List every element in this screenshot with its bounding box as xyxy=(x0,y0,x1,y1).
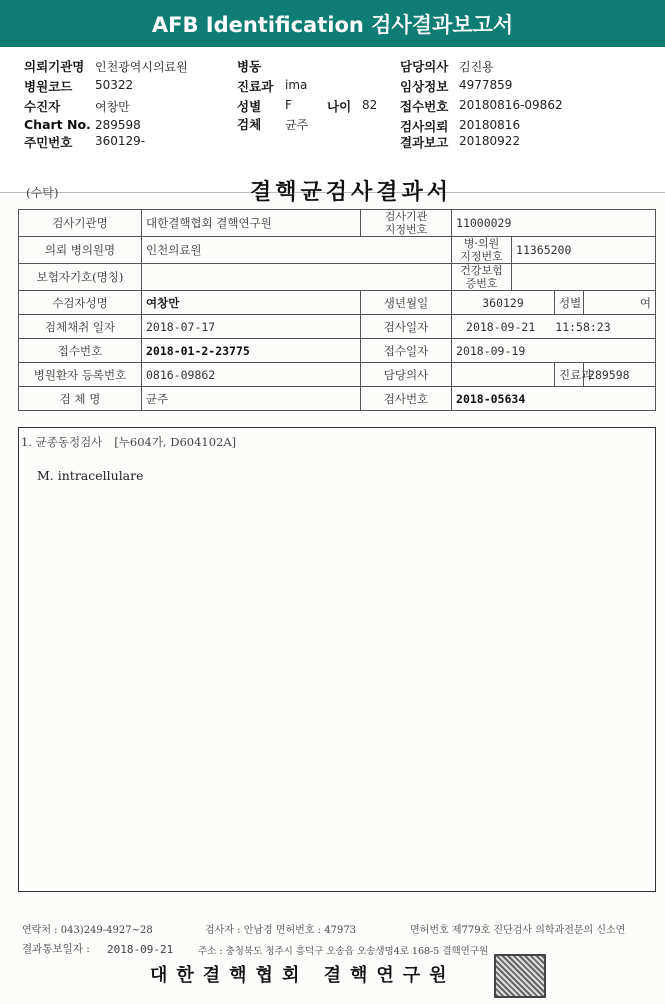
summary-label: 성별 xyxy=(237,99,262,114)
summary-label: Chart No. xyxy=(24,117,91,132)
summary-value: 82 xyxy=(362,98,378,112)
field-label: 담당의사 xyxy=(361,363,452,387)
summary-value: 50322 xyxy=(95,78,134,92)
summary-label: 진료과 xyxy=(237,79,274,94)
field-label: 검사기관명 xyxy=(19,210,142,237)
lab-id: 11000029 xyxy=(452,210,656,237)
summary-value: 289598 xyxy=(95,118,141,132)
summary-label: 병원코드 xyxy=(24,79,73,94)
field-label: 생년월일 xyxy=(361,291,452,315)
contact-info: 연락처 : 043)249-4927~28 xyxy=(22,925,153,936)
receipt-date: 2018-09-19 xyxy=(452,339,656,363)
report-date-value: 2018-09-21 xyxy=(107,943,174,956)
patient-reg-number: 0816-09862 xyxy=(142,363,361,387)
summary-label: 병동 xyxy=(237,59,262,74)
field-label: 검사기관 지정번호 xyxy=(361,210,452,237)
hospital-name: 인천의료원 xyxy=(142,237,452,264)
patient-summary xyxy=(0,48,665,193)
consignment-mark: (수탁) xyxy=(26,186,59,200)
field-label: 접수일자 xyxy=(361,339,452,363)
summary-value: F xyxy=(285,98,292,112)
organism-result: M. intracellulare xyxy=(37,468,144,483)
test-info-table xyxy=(18,209,656,411)
field-label: 의뢰 병의원명 xyxy=(19,237,142,264)
field-label: 진료과 xyxy=(555,363,584,387)
health-id xyxy=(512,264,656,291)
birth-date: 360129 xyxy=(452,291,555,315)
field-label: 병원환자 등록번호 xyxy=(19,363,142,387)
summary-value: 360129- xyxy=(95,134,146,148)
report-date-label: 결과통보일자 : xyxy=(22,943,90,955)
field-label: 검체채취 일자 xyxy=(19,315,142,339)
summary-value: 균주 xyxy=(285,118,309,132)
receipt-number: 2018-01-2-23775 xyxy=(142,339,361,363)
lab-name: 대한결핵협회 결핵연구원 xyxy=(142,210,361,237)
address: 주소 : 충청북도 청주시 흥덕구 오송읍 오송생명4로 168-5 결핵연구원 xyxy=(198,946,489,957)
collect-date: 2018-07-17 xyxy=(142,315,361,339)
hospital-id: 11365200 xyxy=(512,237,656,264)
field-label: 건강보험 증번호 xyxy=(452,264,512,291)
summary-value: 20180816-09862 xyxy=(459,98,563,112)
summary-label: 나이 xyxy=(327,99,352,114)
official-seal xyxy=(494,954,546,998)
insurer-value xyxy=(142,264,452,291)
field-label: 접수번호 xyxy=(19,339,142,363)
test-date: 2018-09-21 xyxy=(466,319,536,334)
doctor-value xyxy=(452,363,555,387)
test-name: 1. 균종동정검사 xyxy=(21,435,103,449)
dept-value: 289598 xyxy=(584,363,656,387)
test-datetime xyxy=(452,315,656,339)
summary-label: 담당의사 xyxy=(400,59,449,74)
tester-info: 검사자 : 안남경 면허번호 : 47973 xyxy=(205,925,357,936)
summary-value: 여창만 xyxy=(95,100,130,114)
scanned-report xyxy=(0,179,665,1004)
results-section xyxy=(18,427,656,892)
field-label: 병·의원 지정번호 xyxy=(452,237,512,264)
specimen-value: 균주 xyxy=(142,387,361,411)
summary-label: 접수번호 xyxy=(400,99,449,114)
summary-label: 주민번호 xyxy=(24,135,73,150)
test-number: 2018-05634 xyxy=(452,387,656,411)
summary-label: 임상정보 xyxy=(400,79,449,94)
license-info: 면허번호 제779호 진단검사 의학과전문의 신소연 xyxy=(410,925,626,936)
summary-value: 20180922 xyxy=(459,134,521,148)
organization-name: 대한결핵협회 결핵연구원 xyxy=(150,965,456,986)
report-title: AFB Identification 검사결과보고서 xyxy=(0,0,665,47)
sex-value: 여 xyxy=(584,291,656,315)
patient-name: 여창만 xyxy=(142,291,361,315)
field-label: 검사일자 xyxy=(361,315,452,339)
summary-label: 검사의뢰 xyxy=(400,119,449,134)
field-label: 보험자기호(명칭) xyxy=(19,264,142,291)
summary-value: 인천광역시의료원 xyxy=(95,60,188,74)
field-label: 성별 xyxy=(555,291,584,315)
summary-label: 검체 xyxy=(237,117,262,132)
summary-value: 20180816 xyxy=(459,118,521,132)
field-label: 검사번호 xyxy=(361,387,452,411)
summary-label: 의뢰기관명 xyxy=(24,59,85,74)
summary-label: 결과보고 xyxy=(400,135,449,150)
summary-value: 김진용 xyxy=(459,60,494,74)
document-title: 결핵균검사결과서 xyxy=(250,179,453,205)
field-label: 수검자성명 xyxy=(19,291,142,315)
test-item xyxy=(21,434,236,450)
test-time: 11:58:23 xyxy=(555,319,611,334)
test-code: [누604가, D604102A] xyxy=(114,435,237,449)
summary-value: 4977859 xyxy=(459,78,513,92)
summary-value: ima xyxy=(285,78,308,92)
summary-label: 수진자 xyxy=(24,99,61,114)
field-label: 검 체 명 xyxy=(19,387,142,411)
